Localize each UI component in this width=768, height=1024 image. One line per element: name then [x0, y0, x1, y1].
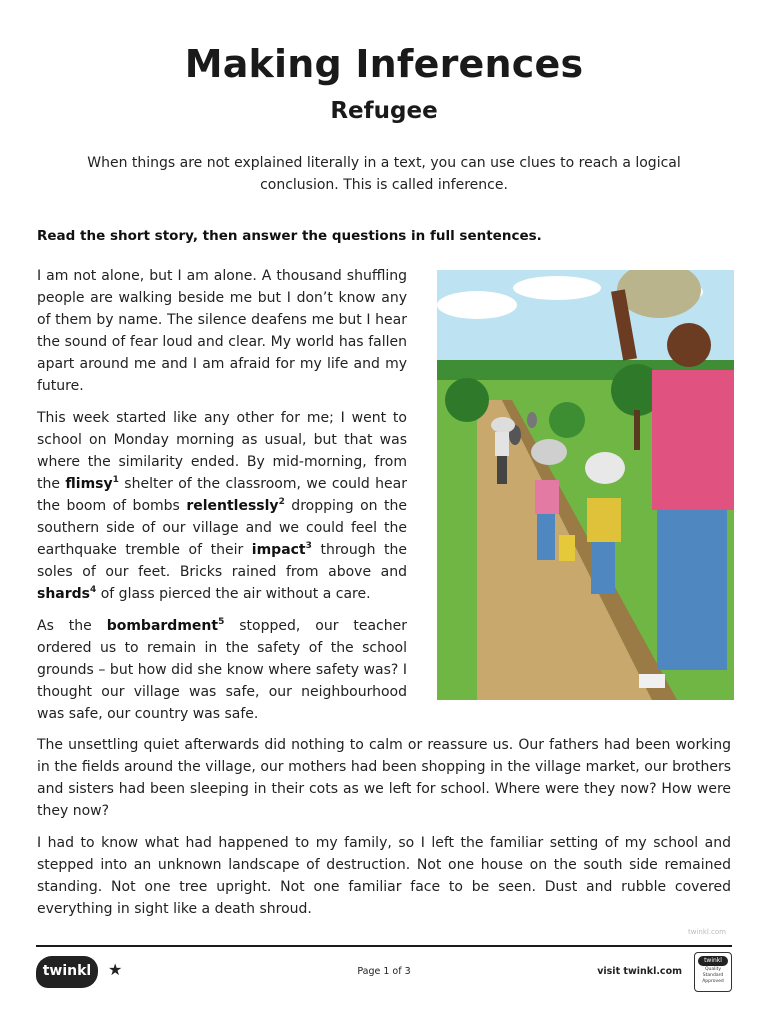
visit-link[interactable]: visit twinkl.com — [597, 966, 682, 977]
story-paragraph-3 — [37, 615, 407, 725]
vocab-word-relentlessly: relentlessly — [186, 498, 279, 514]
tree — [445, 378, 489, 422]
refugee-walk-illustration — [437, 270, 734, 700]
bundle — [531, 439, 567, 465]
badge-caption: Quality Standard Approved — [702, 967, 724, 984]
distant-walker — [527, 412, 537, 428]
man-shirt — [652, 370, 734, 510]
text-run: This week started like any other for me; I went to school on Monday morning as usual, but that was where the similarity ended. By mid-morning, from the — [37, 410, 407, 492]
page-title: Making Inferences — [184, 42, 584, 86]
story-paragraph-1: I am not alone, but I am alone. A thousand shuffling people are walking beside me but I don’t know any of them by name. The silence deafens me but I hear the sound of fear loud and clear. My world has fallen apart around me and I am afraid for my life and my future. — [37, 268, 407, 394]
story-full-width — [37, 734, 731, 930]
walker-body — [495, 432, 509, 456]
quality-badge-icon — [694, 952, 732, 992]
text-run: As the — [37, 618, 107, 634]
text-run: shelter of the classroom, we could hear the boom of bombs — [37, 476, 407, 514]
bundle — [585, 452, 625, 484]
twinkl-logo: twinkl — [36, 956, 98, 988]
footer-rule — [36, 945, 732, 947]
child-jeans — [537, 514, 555, 560]
water-can — [559, 535, 575, 561]
tree-trunk — [634, 410, 640, 450]
vocab-word-flimsy: flimsy — [65, 476, 113, 492]
footnote-marker: 5 — [218, 617, 225, 627]
footnote-marker: 1 — [112, 475, 119, 485]
vocab-word-shards: shards — [37, 586, 91, 602]
man-jeans — [657, 510, 727, 670]
boy-shirt — [587, 498, 621, 542]
story-column — [37, 265, 407, 735]
vocab-word-bombardment: bombardment — [106, 618, 219, 634]
text-run: dropping on the southern side of our village and we could feel the earthquake tremble of their — [37, 498, 407, 558]
man-shoe — [639, 674, 665, 688]
man-head — [667, 323, 711, 367]
cloud — [513, 276, 601, 300]
footnote-marker: 4 — [90, 585, 97, 595]
story-paragraph-4: The unsettling quiet afterwards did nothing to calm or reassure us. Our fathers had been working in the fields around the village, our mothers had been shopping in the village market, our brothers and sisters had been sleeping in their cots as we left for school. Where were they now? How were they now? — [37, 737, 731, 819]
footnote-marker: 2 — [278, 497, 285, 507]
text-run: of glass pierced the air without a care. — [96, 586, 371, 602]
boy-jeans — [591, 542, 615, 594]
vocab-word-impact: impact — [251, 542, 306, 558]
walker-legs — [497, 456, 507, 484]
child-shirt — [535, 480, 559, 514]
page-number: Page 1 of 3 — [357, 966, 411, 977]
watermark: twinkl.com — [687, 928, 726, 936]
story-paragraph-5: I had to know what had happened to my family, so I left the familiar setting of my school and stepped into an unknown landscape of destruction. Not one house on the south side remained standing. Not one tree upright. Not one familiar face to be seen. Dust and rubble covered everything in sight like a death shroud. — [37, 835, 731, 917]
cloud — [437, 291, 517, 319]
story-illustration — [437, 270, 734, 700]
badge-logo: twinkl — [698, 956, 728, 966]
text-run: through the soles of our feet. Bricks rained from above and — [37, 542, 407, 580]
intro-text: When things are not explained literally in a text, you can use clues to reach a logical conclusion. This is called inference. — [87, 155, 681, 193]
footnote-marker: 3 — [305, 541, 312, 551]
page-subtitle: Refugee — [330, 98, 438, 124]
text-run: stopped, our teacher ordered us to remain in the safety of the school grounds – but how did she know where safety was? I thought our village was safe, our neighbourhood was safe, our country was safe. — [37, 618, 407, 722]
star-icon: ★ — [108, 960, 123, 979]
tree — [549, 402, 585, 438]
instruction-text: Read the short story, then answer the questions in full sentences. — [37, 228, 542, 244]
bundle — [491, 417, 515, 433]
story-paragraph-2 — [37, 407, 407, 605]
